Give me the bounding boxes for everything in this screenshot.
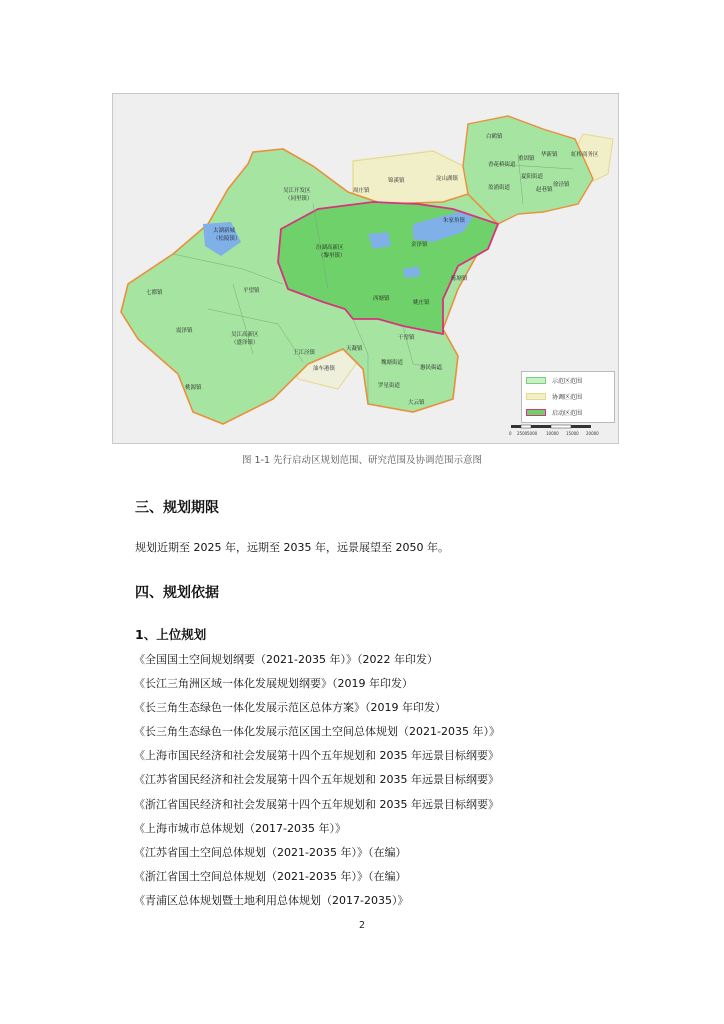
ref-item: 《长三角生态绿色一体化发展示范区国土空间总体规划（2021-2035 年）》: [134, 725, 500, 738]
map-region-label: 油车港镇: [313, 366, 336, 372]
map-region-label: 平望镇: [243, 288, 260, 294]
map-region-label: 重固镇: [518, 156, 535, 162]
legend-swatch-coord: [526, 393, 546, 400]
map-region-label: 震泽镇: [176, 328, 193, 334]
map-region-label: 赵巷镇: [536, 187, 553, 193]
map-region-label: 盈浦街道: [488, 185, 511, 191]
scale-tick-2500: 2500: [517, 431, 528, 436]
map-region-label: 罗星街道: [378, 383, 401, 389]
section3-heading: 三、规划期限: [135, 500, 219, 516]
map-region-label: 王江泾镇: [293, 350, 316, 356]
map-region-label: 金泽镇: [411, 242, 428, 248]
map-region-label: 虹桥商务区: [571, 152, 599, 158]
map-region-label: 太湖新城: [213, 228, 236, 234]
map-region-label: 西塘镇: [373, 296, 390, 302]
map-region-label: 桃源镇: [185, 385, 202, 391]
section4-heading: 四、规划依据: [135, 585, 219, 601]
map-region-label: （黎里镇）: [318, 253, 346, 259]
map-region-label: 白鹤镇: [486, 134, 503, 140]
map-region-label: 汾湖高新区: [316, 245, 344, 251]
scale-tick-15000: 15000: [566, 431, 579, 436]
map-region-label: 七都镇: [146, 290, 163, 296]
ref-item: 《长三角生态绿色一体化发展示范区总体方案》（2019 年印发）: [134, 701, 446, 714]
legend-label-core: 启动区范围: [552, 410, 583, 417]
map-region-label: （盛泽镇）: [231, 340, 259, 346]
map-legend: [521, 371, 615, 423]
scale-tick-5000: 5000: [527, 431, 538, 436]
map-region-label: （同里镇）: [285, 196, 313, 202]
map-region-label: 姚庄镇: [413, 300, 430, 306]
legend-item-demo: [526, 376, 582, 385]
map-region-label: 朱家角镇: [443, 218, 466, 224]
legend-item-core: [526, 408, 582, 417]
map-region-label: 夏阳街道: [521, 174, 544, 180]
scale-bar: [509, 424, 609, 438]
subsection-heading: 1、上位规划: [135, 627, 207, 642]
ref-item: 《浙江省国土空间总体规划（2021-2035 年）》（在编）: [134, 870, 407, 883]
planning-map: [112, 93, 619, 444]
map-region-label: 大云镇: [408, 400, 425, 406]
map-region-label: 徐泾镇: [553, 182, 570, 188]
map-region-label: （松陵镇）: [213, 236, 241, 242]
map-region-label: 天凝镇: [346, 346, 363, 352]
ref-item: 《上海市城市总体规划（2017-2035 年）》: [134, 822, 346, 835]
scale-bar-graphic: [509, 424, 609, 438]
map-region-label: 练塘镇: [451, 276, 468, 282]
ref-item: 《青浦区总体规划暨土地利用总体规划（2017-2035）》: [134, 894, 409, 907]
ref-item: 《江苏省国民经济和社会发展第十四个五年规划和 2035 年远景目标纲要》: [134, 773, 499, 786]
scale-tick-20000: 20000: [586, 431, 599, 436]
ref-item: 《全国国土空间规划纲要（2021-2035 年）》（2022 年印发）: [134, 653, 438, 666]
section3-text: 规划近期至 2025 年，远期至 2035 年，远景展望至 2050 年。: [135, 541, 449, 554]
ref-item: 《浙江省国民经济和社会发展第十四个五年规划和 2035 年远景目标纲要》: [134, 798, 499, 811]
page-number: 2: [358, 920, 366, 931]
legend-label-demo: 示范区范围: [552, 378, 583, 385]
legend-label-coord: 协调区范围: [552, 394, 583, 401]
map-region-label: 锦溪镇: [388, 178, 405, 184]
scale-tick-10000: 10000: [546, 431, 559, 436]
map-region-label: 周庄镇: [353, 188, 370, 194]
ref-item: 《江苏省国土空间总体规划（2021-2035 年）》（在编）: [134, 846, 407, 859]
map-region-label: 华新镇: [541, 152, 558, 158]
ref-item: 《长江三角洲区域一体化发展规划纲要》（2019 年印发）: [134, 677, 413, 690]
map-region-label: 干窑镇: [398, 335, 415, 341]
figure-caption: 图 1-1 先行启动区规划范围、研究范围及协调范围示意图: [241, 455, 483, 466]
map-region-label: 吴江高新区: [231, 332, 259, 338]
map-region-label: 香花桥街道: [488, 162, 516, 168]
map-region-label: 淀山湖镇: [436, 176, 459, 182]
scale-tick-0: 0: [509, 431, 512, 436]
map-region-label: 魏塘街道: [381, 360, 404, 366]
map-region-label: 吴江开发区: [283, 188, 311, 194]
ref-item: 《上海市国民经济和社会发展第十四个五年规划和 2035 年远景目标纲要》: [134, 749, 499, 762]
map-region-label: 惠民街道: [420, 365, 443, 371]
legend-swatch-core: [526, 409, 546, 416]
legend-swatch-demo: [526, 377, 546, 384]
legend-item-coord: [526, 392, 582, 401]
